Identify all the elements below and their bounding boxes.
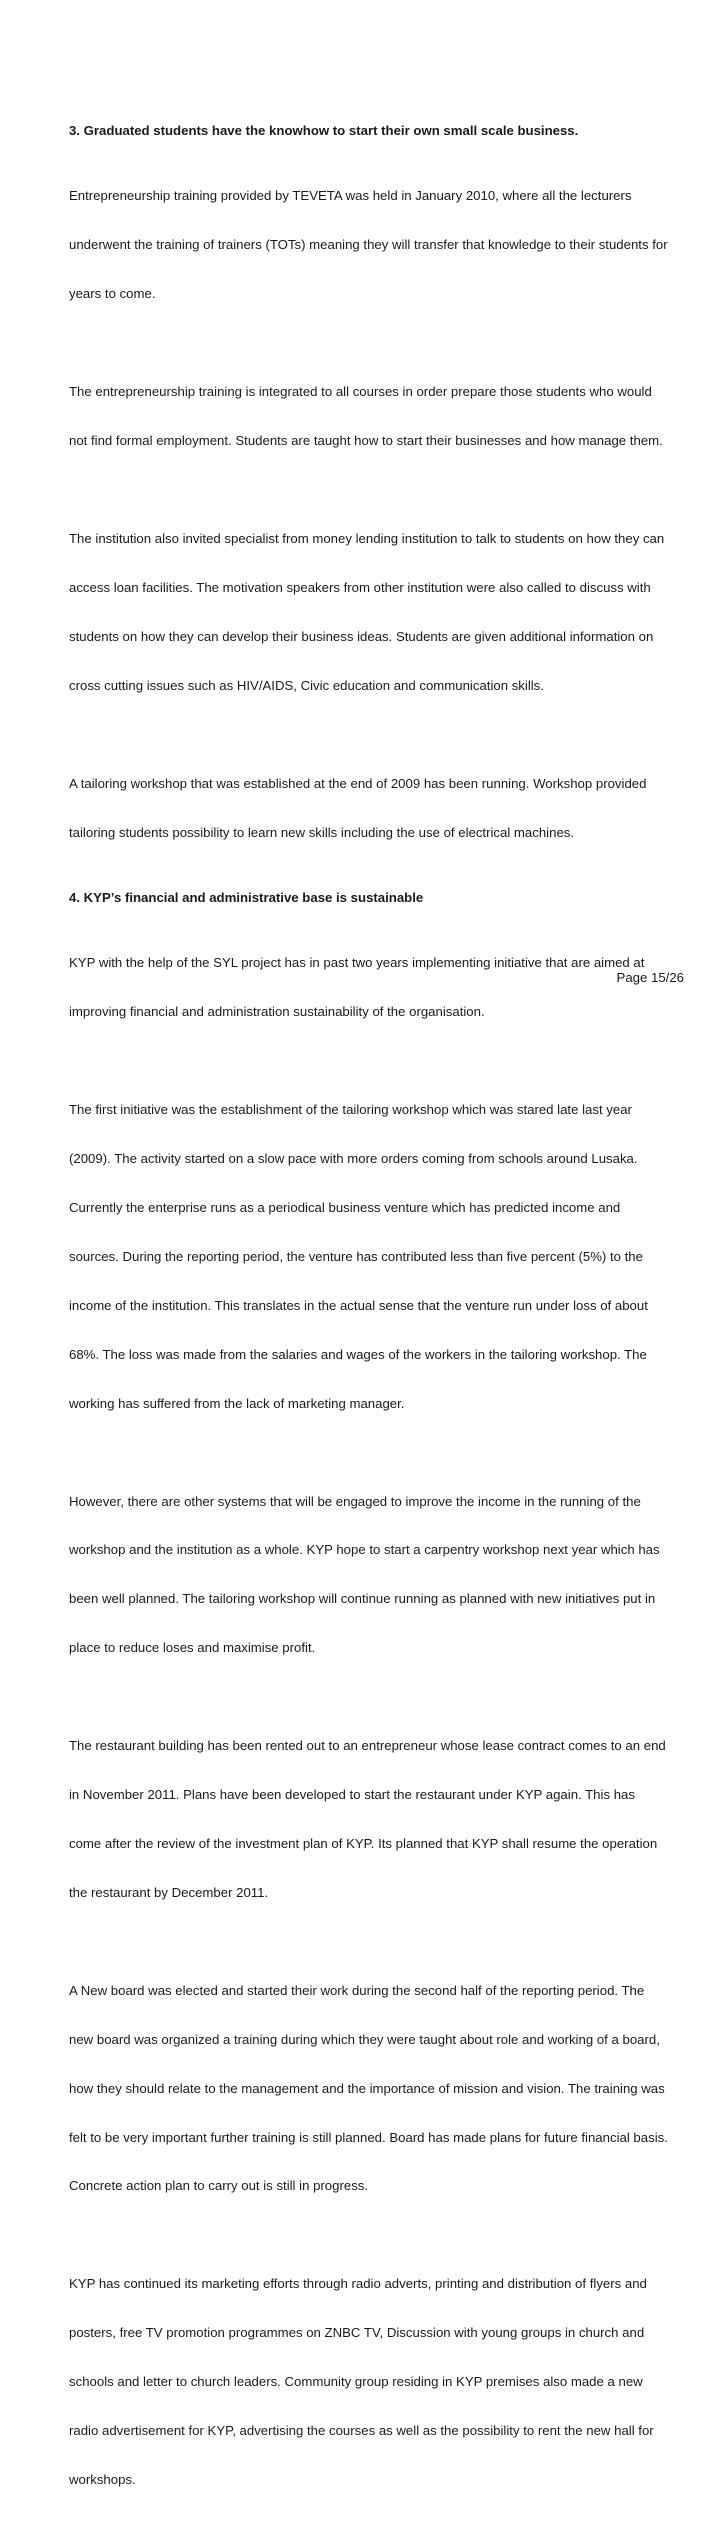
text-line: not find formal employment. Students are taught how to start their businesses and how manage them.: [69, 433, 663, 449]
section-4-heading: 4. KYP’s financial and administrative base is sustainable: [69, 889, 424, 905]
text-line: access loan facilities. The motivation speakers from other institution were also called to discuss with: [69, 579, 651, 595]
text-line: income of the institution. This translates in the actual sense that the venture run under loss of about: [69, 1297, 648, 1313]
text-line: KYP with the help of the SYL project has in past two years implementing initiative that are aimed at: [69, 955, 645, 971]
text-line: However, there are other systems that will be engaged to improve the income in the running of the: [69, 1493, 641, 1509]
section-4-paragraph-1: [69, 923, 689, 1053]
section-3-paragraph-2: [69, 352, 689, 482]
text-line: years to come.: [69, 286, 156, 302]
text-line: (2009). The activity started on a slow pace with more orders coming from schools around Lusaka.: [69, 1151, 638, 1167]
section-4-paragraph-6: [69, 2244, 689, 2521]
text-line: place to reduce loses and maximise profit.: [69, 1640, 316, 1656]
text-line: cross cutting issues such as HIV/AIDS, Civic education and communication skills.: [69, 677, 544, 693]
section-3-heading: 3. Graduated students have the knowhow to start their own small scale business.: [69, 123, 579, 138]
text-line: Entrepreneurship training provided by TEVETA was held in January 2010, where all the lecturers: [69, 188, 632, 204]
text-line: students on how they can develop their business ideas. Students are given additional information on: [69, 628, 654, 644]
text-line: The institution also invited specialist from money lending institution to talk to students on how they can: [69, 531, 665, 547]
text-line: schools and letter to church leaders. Community group residing in KYP premises also made a new: [69, 2374, 643, 2390]
text-line: 68%. The loss was made from the salaries and wages of the workers in the tailoring workshop. The: [69, 1346, 647, 1362]
text-line: sources. During the reporting period, the venture has contributed less than five percent (5%) to the: [69, 1248, 643, 1264]
text-line: KYP has continued its marketing efforts through radio adverts, printing and distribution of flyers and: [69, 2276, 647, 2292]
section-4-paragraph-4: [69, 1706, 689, 1934]
text-line: The restaurant building has been rented out to an entrepreneur whose lease contract comes to an end: [69, 1738, 666, 1754]
text-line: been well planned. The tailoring workshop will continue running as planned with new initiatives put in: [69, 1591, 656, 1607]
text-line: posters, free TV promotion programmes on ZNBC TV, Discussion with young groups in church and: [69, 2325, 645, 2341]
text-line: working has suffered from the lack of marketing manager.: [69, 1395, 405, 1411]
section-4-paragraph-3: [69, 1461, 689, 1689]
text-line: A tailoring workshop that was established at the end of 2009 has been running. Workshop provided: [69, 775, 647, 791]
text-line: the restaurant by December 2011.: [69, 1884, 269, 1900]
text-line: The first initiative was the establishment of the tailoring workshop which was stared late last year: [69, 1102, 632, 1118]
text-line: A New board was elected and started their work during the second half of the reporting period. The: [69, 1982, 645, 1998]
text-line: The entrepreneurship training is integrated to all courses in order prepare those students who would: [69, 384, 652, 400]
text-line: how they should relate to the management and the importance of mission and vision. The training was: [69, 2080, 665, 2096]
text-line: new board was organized a training during which they were taught about role and working of a board,: [69, 2031, 660, 2047]
text-line: in November 2011. Plans have been developed to start the restaurant under KYP again. This has: [69, 1787, 635, 1803]
section-4-paragraph-5: [69, 1950, 689, 2227]
section-3-paragraph-1: [69, 156, 689, 335]
section-3-paragraph-3: [69, 498, 689, 726]
text-line: improving financial and administration sustainability of the organisation.: [69, 1004, 485, 1020]
page-number: Page 15/26: [616, 970, 684, 985]
text-line: Currently the enterprise runs as a periodical business venture which has predicted income and: [69, 1200, 621, 1216]
text-line: radio advertisement for KYP, advertising the courses as well as the possibility to rent the new hall for: [69, 2423, 654, 2439]
section-3-paragraph-4: [69, 743, 689, 873]
text-line: tailoring students possibility to learn new skills including the use of electrical machines.: [69, 824, 575, 840]
text-line: Concrete action plan to carry out is still in progress.: [69, 2178, 369, 2194]
text-line: felt to be very important further training is still planned. Board has made plans for future financial basis.: [69, 2129, 668, 2145]
text-line: workshop and the institution as a whole. KYP hope to start a carpentry workshop next year which has: [69, 1542, 660, 1558]
text-line: workshops.: [69, 2471, 136, 2487]
document-page: [69, 123, 689, 2537]
text-line: underwent the training of trainers (TOTs) meaning they will transfer that knowledge to their students for: [69, 237, 668, 253]
section-4-paragraph-2: [69, 1070, 689, 1445]
text-line: come after the review of the investment plan of KYP. Its planned that KYP shall resume the operation: [69, 1836, 658, 1851]
